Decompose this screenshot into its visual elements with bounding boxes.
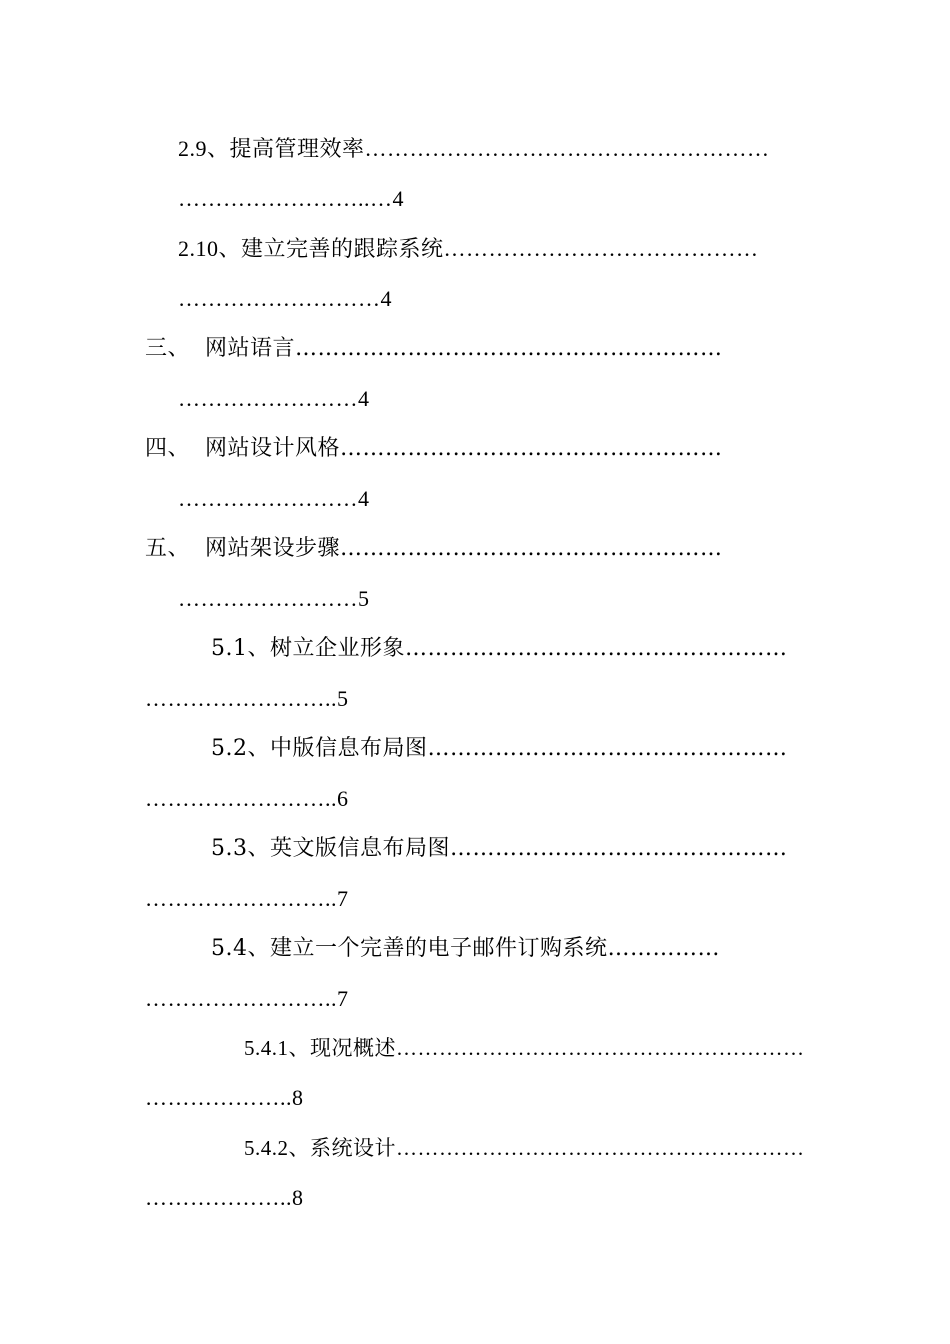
- toc-entry-5-2-page: ……………………..6: [145, 786, 349, 811]
- toc-entry-2-10-title: 2.10、建立完善的跟踪系统……………………………………: [178, 236, 759, 261]
- toc-entry-3-title: 三、 网站语言…………………………………………………: [145, 336, 723, 361]
- toc-entry-4-title: 四、 网站设计风格……………………………………………: [145, 436, 723, 461]
- toc-entry-5-4-1-title: 5.4.1、现况概述…………………………………………………: [244, 1036, 805, 1060]
- toc-entry-5-2-title: 5.2、中版信息布局图…………………………………………: [211, 736, 788, 761]
- toc-entry-5-title: 五、 网站架设步骤……………………………………………: [145, 536, 723, 561]
- toc-entry-3-page: ……………………4: [178, 386, 370, 411]
- toc-entry-5-4-2-title: 5.4.2、系统设计…………………………………………………: [244, 1136, 805, 1160]
- toc-entry-2-10-page: ………………………4: [178, 286, 392, 311]
- toc-entry-5-3-title: 5.3、英文版信息布局图………………………………………: [211, 836, 788, 861]
- toc-entry-5-4-1-page: ………………..8: [145, 1085, 304, 1110]
- toc-entry-5-4-page: ……………………..7: [145, 986, 349, 1011]
- toc-entry-5-page: ……………………5: [178, 586, 370, 611]
- toc-entry-2-9-title: 2.9、提高管理效率………………………………………………: [178, 136, 770, 161]
- toc-entry-4-page: ……………………4: [178, 486, 370, 511]
- toc-entry-5-4-2-page: ………………..8: [145, 1185, 304, 1210]
- toc-entry-5-4-title: 5.4、建立一个完善的电子邮件订购系统……………: [211, 936, 720, 961]
- toc-entry-2-9-page: ……………………..…4: [178, 186, 404, 211]
- toc-entry-5-1-title: 5.1、树立企业形象……………………………………………: [211, 636, 788, 661]
- toc-entry-5-3-page: ……………………..7: [145, 886, 349, 911]
- toc-entry-5-1-page: ……………………..5: [145, 686, 349, 711]
